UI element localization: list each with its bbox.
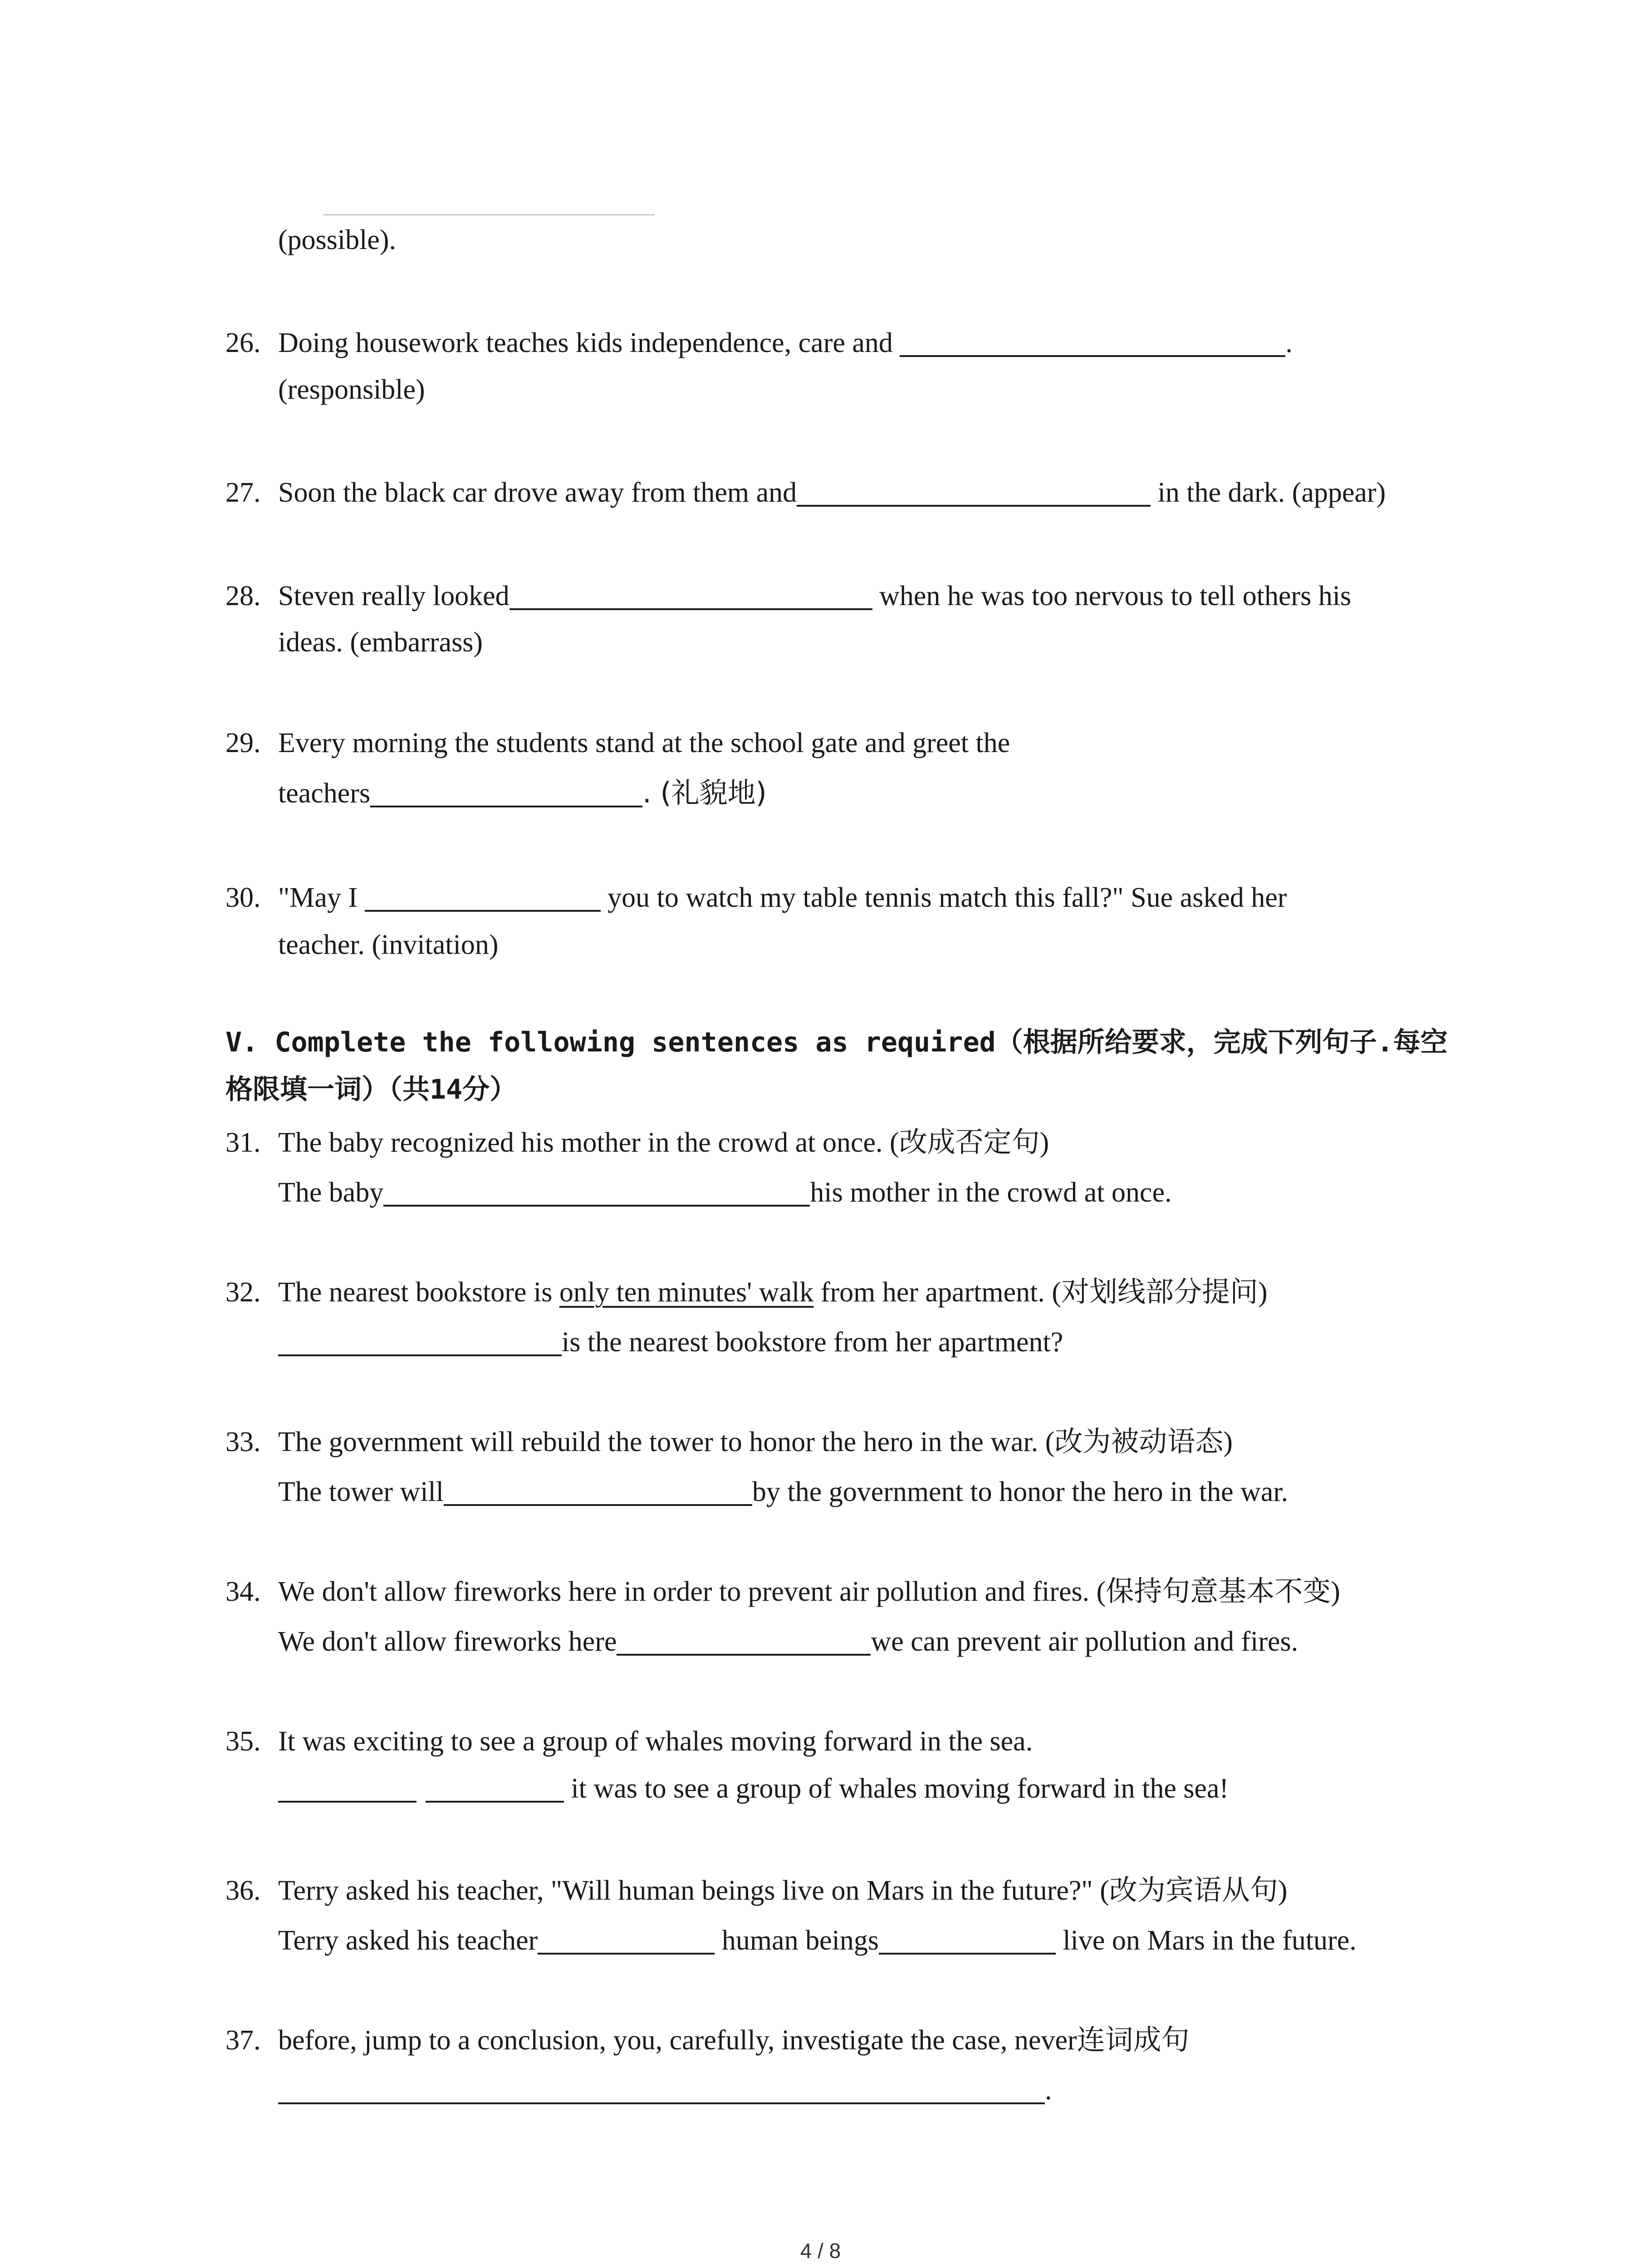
question-29-line2: teachers . (礼貌地) bbox=[278, 776, 767, 809]
answer-blank[interactable] bbox=[278, 1328, 562, 1356]
question-32-line2: is the nearest bookstore from her apartment? bbox=[278, 1328, 1063, 1356]
question-number: 36. bbox=[225, 1875, 261, 1906]
answer-blank[interactable] bbox=[383, 1178, 810, 1207]
answer-blank[interactable] bbox=[509, 582, 872, 610]
question-33-line2: The tower will by the government to honor the hero in the war. bbox=[278, 1476, 1288, 1507]
question-30-hint: teacher. (invitation) bbox=[278, 929, 499, 960]
underlined-phrase: only ten minutes' walk bbox=[559, 1277, 814, 1308]
question-number: 37. bbox=[225, 2025, 261, 2056]
question-33-line1: The government will rebuild the tower to honor the hero in the war. (改为被动语态) bbox=[278, 1427, 1233, 1457]
question-31-line2: The baby his mother in the crowd at once. bbox=[278, 1177, 1172, 1208]
question-31-line1: The baby recognized his mother in the crowd at once. (改成否定句) bbox=[278, 1127, 1049, 1158]
answer-blank[interactable] bbox=[617, 1628, 871, 1656]
answer-blank[interactable] bbox=[278, 2076, 1045, 2104]
answer-blank[interactable] bbox=[797, 479, 1151, 507]
section-heading-line1: V. Complete the following sentences as required（根据所给要求，完成下列句子.每空 bbox=[225, 1026, 1448, 1058]
question-26-hint: (responsible) bbox=[278, 374, 425, 405]
page-number: 4 / 8 bbox=[800, 2239, 841, 2263]
question-number: 35. bbox=[225, 1726, 261, 1757]
question-34-line2: We don't allow fireworks here we can prevent air pollution and fires. bbox=[278, 1626, 1298, 1657]
question-number: 26. bbox=[225, 327, 261, 358]
question-37-line2: . bbox=[278, 2076, 1052, 2104]
question-35-line2: it was to see a group of whales moving forward in the sea! bbox=[278, 1774, 1229, 1803]
answer-blank[interactable] bbox=[879, 1926, 1056, 1955]
question-37-line1: before, jump to a conclusion, you, carefully, investigate the case, never连词成句 bbox=[278, 2025, 1190, 2056]
question-number: 28. bbox=[225, 581, 261, 611]
question-35-line1: It was exciting to see a group of whales moving forward in the sea. bbox=[278, 1726, 1033, 1757]
question-32-line1: The nearest bookstore is only ten minutes' walk from her apartment. (对划线部分提问) bbox=[278, 1277, 1268, 1308]
answer-blank[interactable] bbox=[370, 779, 642, 807]
question-number: 32. bbox=[225, 1277, 261, 1308]
question-30-line1: "May I you to watch my table tennis match this fall?" Sue asked her bbox=[278, 882, 1287, 913]
question-number: 31. bbox=[225, 1127, 261, 1158]
answer-blank[interactable] bbox=[444, 1478, 752, 1506]
section-heading-line2: 格限填一词）（共14分） bbox=[225, 1074, 517, 1105]
answer-blank[interactable] bbox=[278, 1774, 416, 1803]
question-number: 34. bbox=[225, 1576, 261, 1607]
question-36-line2: Terry asked his teacher human beings live on Mars in the future. bbox=[278, 1925, 1357, 1956]
question-27-line1: Soon the black car drove away from them and in the dark. (appear) bbox=[278, 477, 1386, 508]
question-28-hint: ideas. (embarrass) bbox=[278, 627, 483, 658]
question-34-line1: We don't allow fireworks here in order to prevent air pollution and fires. (保持句意基本不变) bbox=[278, 1576, 1340, 1607]
answer-blank-line[interactable] bbox=[323, 214, 655, 215]
question-28-line1: Steven really looked when he was too nervous to tell others his bbox=[278, 581, 1352, 611]
question-number: 27. bbox=[225, 477, 261, 508]
question-26-line1: Doing housework teaches kids independence, care and . bbox=[278, 327, 1293, 358]
question-36-line1: Terry asked his teacher, "Will human beings live on Mars in the future?" (改为宾语从句) bbox=[278, 1875, 1288, 1906]
answer-blank[interactable] bbox=[900, 329, 1285, 357]
question-number: 30. bbox=[225, 882, 261, 913]
question-29-line1: Every morning the students stand at the school gate and greet the bbox=[278, 728, 1010, 758]
question-number: 29. bbox=[225, 728, 261, 758]
answer-blank[interactable] bbox=[426, 1774, 564, 1803]
answer-blank[interactable] bbox=[365, 884, 601, 912]
fragment-text: (possible). bbox=[278, 225, 397, 255]
question-number: 33. bbox=[225, 1427, 261, 1457]
answer-blank[interactable] bbox=[538, 1926, 715, 1955]
